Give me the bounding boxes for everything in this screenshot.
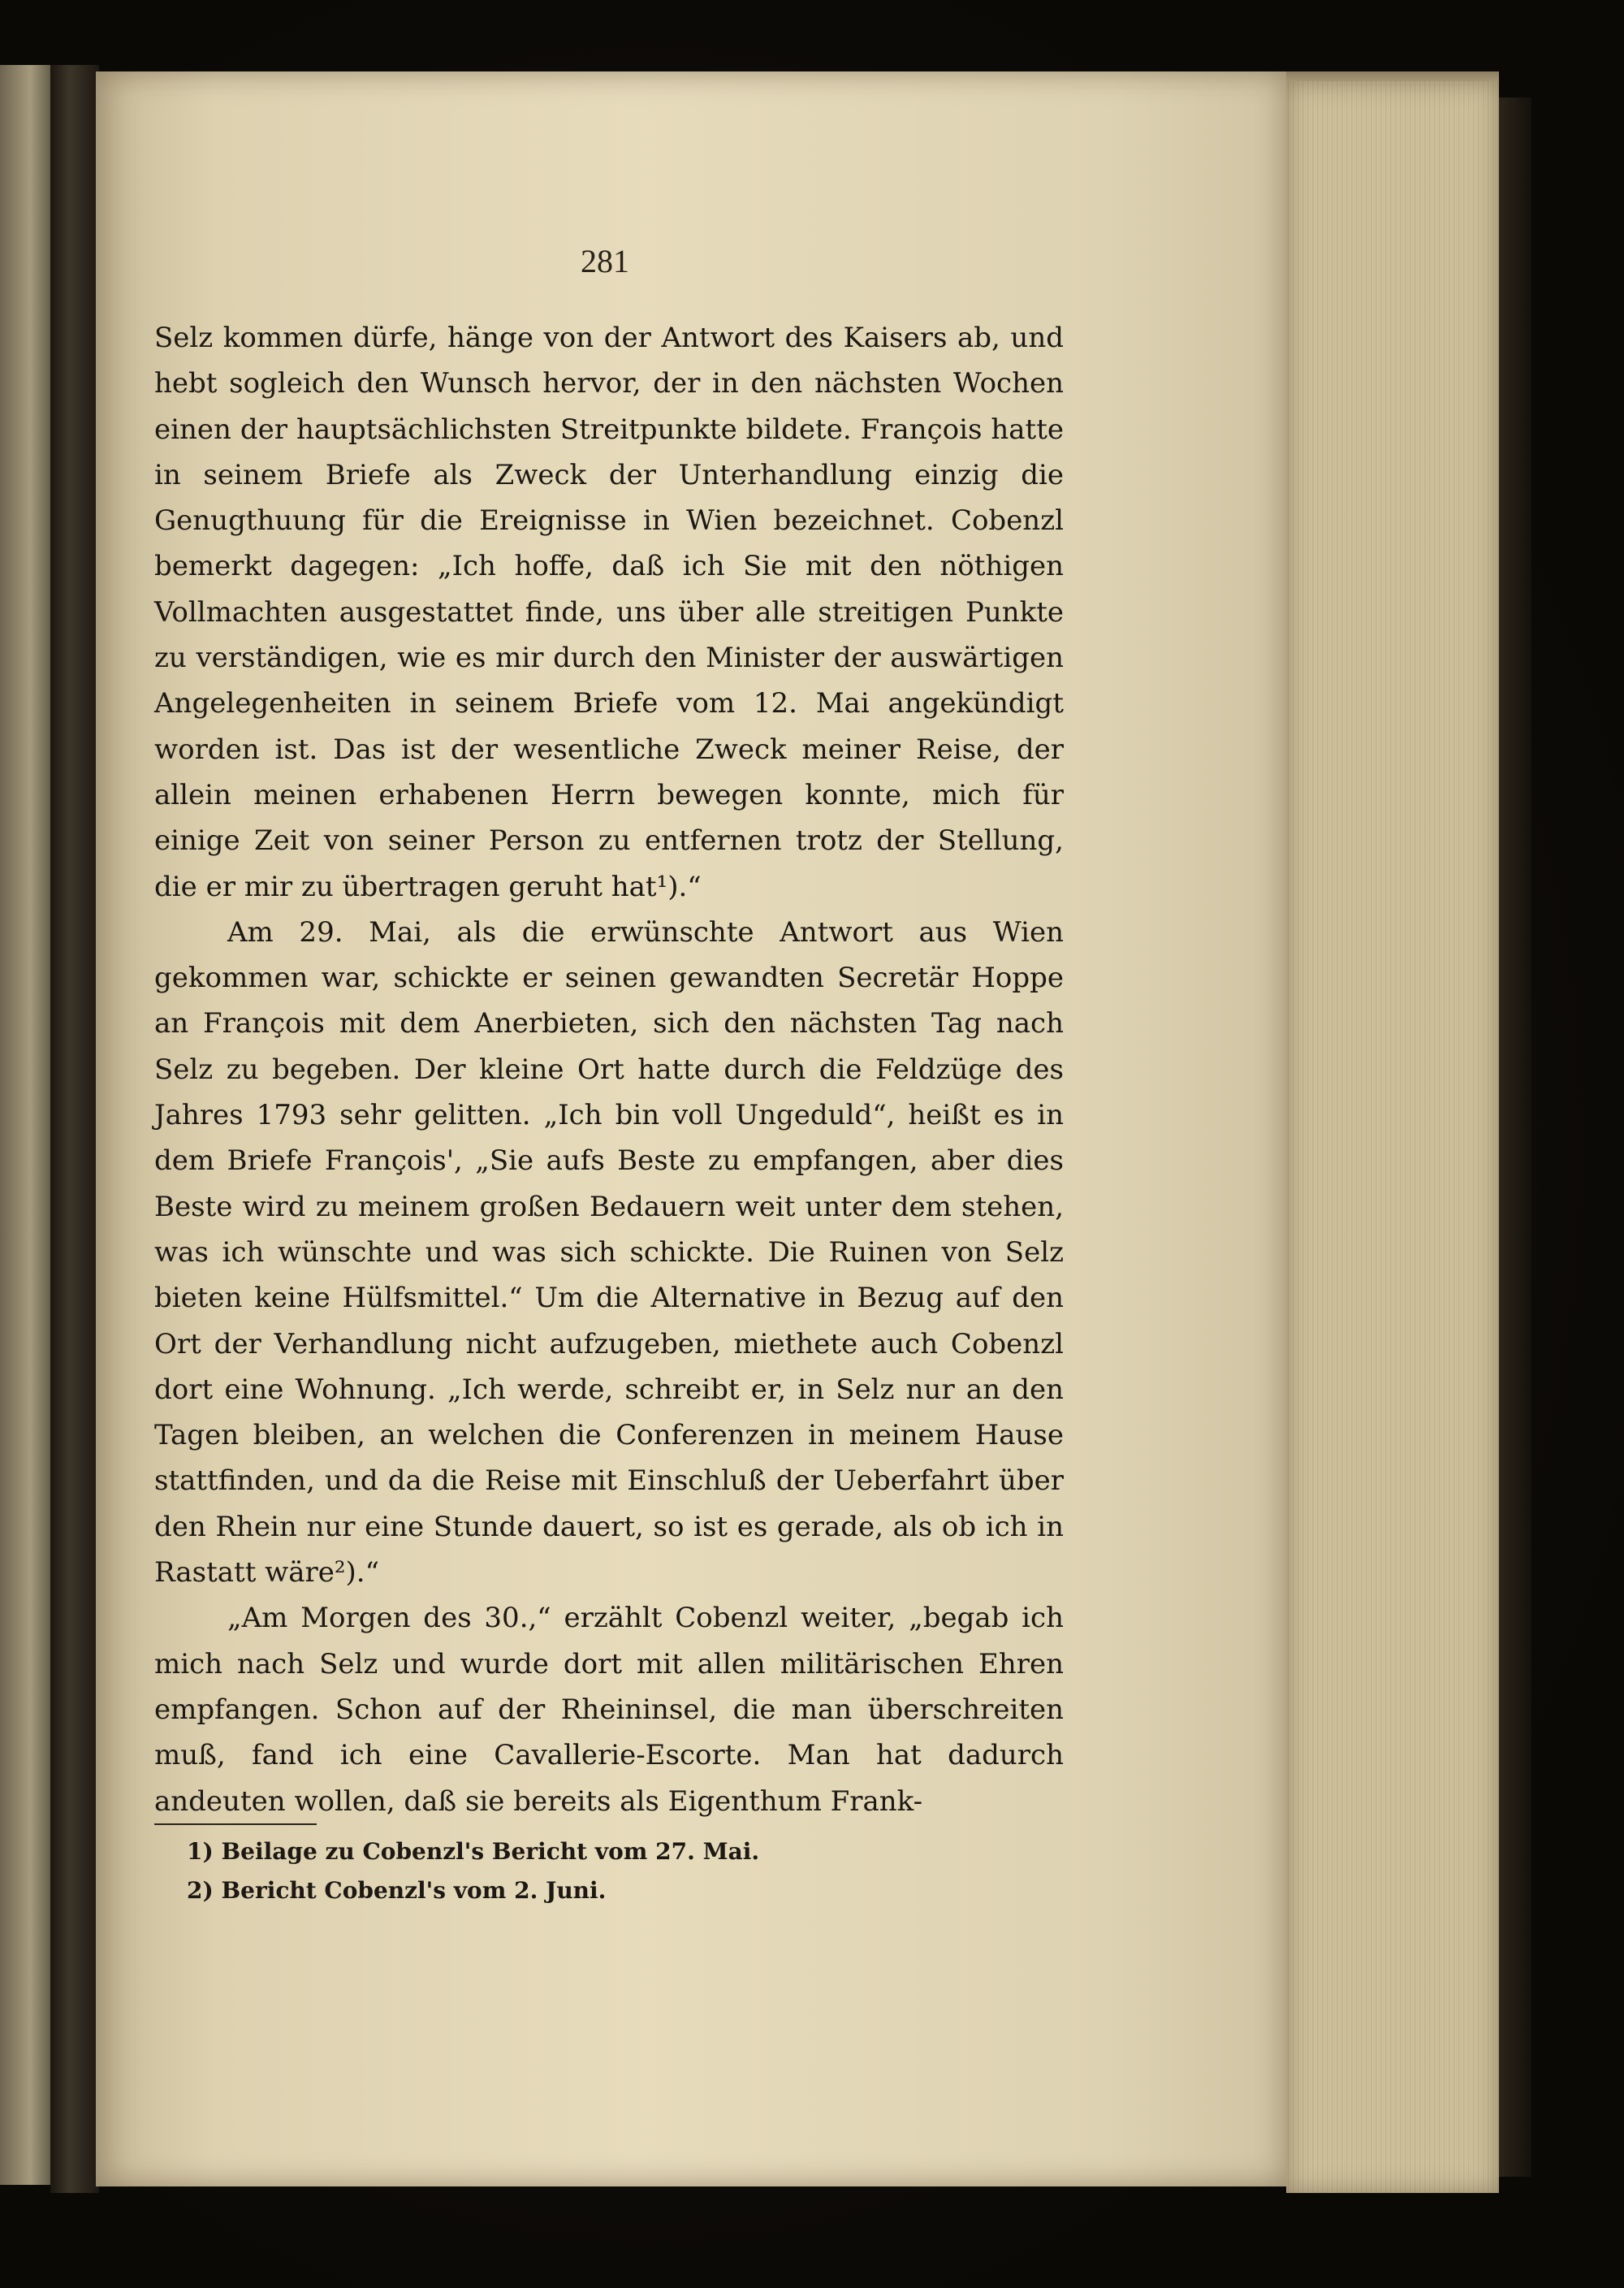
footnote: 2) Bericht Cobenzl's vom 2. Juni. (187, 1877, 607, 1904)
paragraph: „Am Morgen des 30.,“ erzählt Cobenzl weiter, „begab ich mich nach Selz und wurde dort mit allen militärischen Ehren empfangen. Schon auf der Rheininsel, die man überschreiten muß, fand ich eine Cavallerie-Escorte. Man hat dadurch andeuten wollen, daß sie bereits als Eigenthum Frank- (154, 1602, 1064, 1818)
page-number: 281 (581, 243, 629, 279)
footnote-divider (154, 1823, 317, 1825)
page-stack-edge (1286, 81, 1499, 2193)
book-gutter (50, 65, 99, 2193)
left-page-edge (0, 65, 55, 2185)
footnotes (187, 1832, 999, 1910)
paragraph: Am 29. Mai, als die erwünschte Antwort aus Wien gekommen war, schickte er seinen gewandten Secretär Hoppe an François mit dem Anerbieten, sich den nächsten Tag nach Selz zu begeben. Der kleine Ort hatte durch die Feldzüge des Jahres 1793 sehr gelitten. „Ich bin voll Ungeduld“, heißt es in dem Briefe François', „Sie aufs Beste zu empfangen, aber dies Beste wird zu meinem großen Bedauern weit unter dem stehen, was ich wünschte und was sich schickte. Die Ruinen von Selz bieten keine Hülfsmittel.“ Um die Alternative in Bezug auf den Ort der Verhandlung nicht aufzugeben, miethete auch Cobenzl dort eine Wohnung. „Ich werde, schreibt er, in Selz nur an den Tagen bleiben, an welchen die Conferenzen in meinem Hause stattfinden, und da die Reise mit Einschluß der Ueberfahrt über den Rhein nur eine Stunde dauert, so ist es gerade, als ob ich in Rastatt wäre²).“ (154, 915, 1064, 1589)
body-text (154, 315, 1064, 1824)
paragraph: Selz kommen dürfe, hänge von der Antwort des Kaisers ab, und hebt sogleich den Wunsch hervor, der in den nächsten Wochen einen der hauptsächlichsten Streitpunkte bildete. François hatte in seinem Briefe als Zweck der Unterhandlung einzig die Genugthuung für die Ereignisse in Wien bezeichnet. Cobenzl bemerkt dagegen: „Ich hoffe, daß ich Sie mit den nöthigen Vollmachten ausgestattet finde, uns über alle streitigen Punkte zu verständigen, wie es mir durch den Minister der auswärtigen Angelegenheiten in seinem Briefe vom 12. Mai angekündigt worden ist. Das ist der wesentliche Zweck meiner Reise, der allein meinen erhabenen Herrn bewegen konnte, mich für einige Zeit von seiner Person zu entfernen trotz der Stellung, die er mir zu übertragen geruht hat¹).“ (154, 322, 1064, 903)
footnote: 1) Beilage zu Cobenzl's Bericht vom 27. Mai. (187, 1838, 760, 1865)
book-cover-edge (1499, 97, 1531, 2177)
